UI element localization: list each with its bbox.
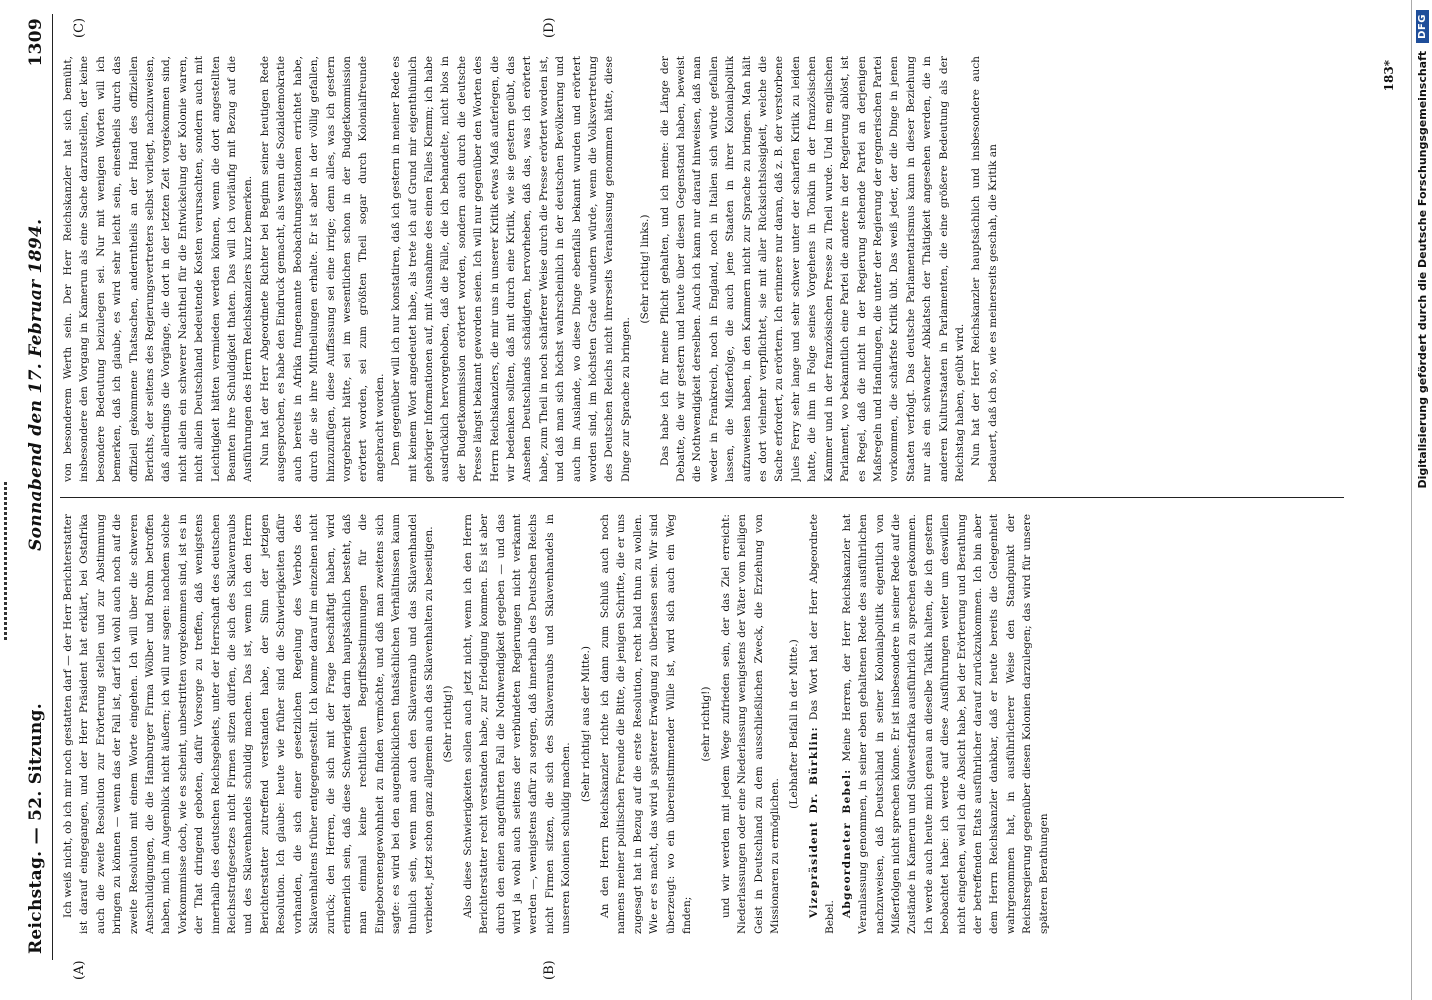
paragraph: Das habe ich für meine Pflicht gehalten, und ich meine: die Länge der Debatte, die wir gestern und heute über diesen Gegenstand haben, beweist die Nothwendigkeit derselben. Auch ich kann nur darauf hinweisen, daß man weder in Frankreich, noch in England, noch in Italien sich würde gefallen lassen, die Mißerfolge, die auch jene Staaten in ihrer Kolonialpolitik aufzuweisen haben, in den Kammern nicht zur Sprache zu bringen. Man hält es dort vielmehr verpflichtet, sie mit aller Rücksichtslosigkeit, welche die Sache erfordert, zu erörtern. Ich erinnere nur daran, daß z. B. der verstorbene Jules Ferry sehr lange und sehr schwer unter der scharfen Kritik zu leiden hatte, die ihm in Folge seines Vorgehens in Tonkin in der französischen Kammer und in der französischen Presse zu Theil wurde. Und im englischen Parlament, wo bekanntlich eine Partei die andere in der Regierung ablöst, ist es Regel, daß die nicht in der Regierung stehende Partei an derjenigen Maßregeln und Handlungen, die unter der Regierung der gegnerischen Partei vorkommen, die schärfste Kritik übt. Das weiß jeder, der die Dinge in jenen Staaten verfolgt. Das deutsche Parlamentarismus kann in dieser Beziehung nur als ein schwacher Abklatsch der Thätigkeit angesehen werden, die in anderen Kulturstaaten in Parlamenten, die eine größere Bedeutung als der Reichstag haben, geübt wird. <box>658 56 966 482</box>
paragraph: Nun hat der Herr Reichskanzler hauptsächlich und insbesondere auch bedauert, daß ich so, wie es meinerseits geschah, die Kritik an <box>970 56 999 482</box>
page-header <box>22 18 50 954</box>
speaker-paragraph <box>839 514 1052 934</box>
header-date: Sonnabend den 17. Februar 1894. <box>26 218 46 551</box>
paragraph: von besonderem Werth sein. Der Herr Reichskanzler hat sich bemüht, insbesondere den Vorgang in Kamerun als eine Sache darzustellen, der keine besondere Bedeutung beizulegen sei. Nur mit wenigen Worten will ich bemerken, daß ich glaube, es wird sehr leicht sein, einestheils durch das offiziell gekommene Thatsachen, anderntheils an der Hand des offiziellen Berichts, der seitens des Regierungsvertreters selbst vorliegt, nachzuweisen, daß allerdings die Vorgänge, die dort in der letzten Zeit vorgekommen sind, nicht allein ein schwerer Nachtheil für die Entwickelung der Kolonie waren, nicht allein Deutschland bedeutende Kosten verursachten, sondern auch mit Leichtigkeit hätten vermieden werden können, wenn die dort angestellten Beamten ihre Schuldigkeit thaten. Das will ich vorläufig mit Bezug auf die Ausführungen des Herrn Reichskanzlers kurz bemerken. <box>62 56 255 482</box>
paragraph: Dem gegenüber will ich nur konstatiren, daß ich gestern in meiner Rede es mit keinem Wort angedeutet habe, als trete ich auf Grund mir eigenthümlich gehöriger Informationen auf, mit Ausnahme des einen Falles Klemm; ich habe ausdrücklich hervorgehoben, daß die Fälle, die ich behandelte, nicht blos in der Budgetkommission erörtert worden, sondern auch durch die deutsche Presse längst bekannt geworden seien. Ich will nur gegenüber den Worten des Herrn Reichskanzlers, die mir uns in unserer Kritik etwas Maß auferlegen, die wir bedenken sollten, daß mit durch eine Kritik, wie sie gestern geübt, das Ansehen Deutschlands schädigten, hervorheben, daß das, was ich erörtert habe, zum Theil in noch schärferer Weise durch die Presse erörtert worden ist, und daß man sich höchst wahrscheinlich in der deutschen Bevölkerung und auch im Auslande, wo diese Dinge ebenfalls bekannt wurden und erörtert worden sind, im höchsten Grade wundern würde, wenn die Volksvertretung des Deutschen Reichs nicht ihrerseits Veranlassung genommen hätte, diese Dinge zur Sprache zu bringen. <box>390 56 632 482</box>
paragraph: Ich weiß nicht, ob ich mir noch gestatten darf — der Herr Berichterstatter ist darauf eingegangen, und der Herr Präsident hat erklärt, bei Ostafrika auch die zweite Resolution zur Erörterung stellen und zur Abstimmung bringen zu können — wenn das der Fall ist, darf ich wohl auch noch auf die zweite Resolution mit einem Worte eingehen. Ich will über die schweren Anschuldigungen, die die Hamburger Firma Wölber und Brohm betroffen haben, mich im Augenblick nicht äußern; ich will nur sagen: nachdem solche Vorkommnisse doch, wie es scheint, unbestritten vorgekommen sind, ist es in der That dringend geboten, dafür Vorsorge zu treffen, daß wenigstens innerhalb des deutschen Reichsgebiets, unter der Herrschaft des deutschen Reichsstrafgesetzes nicht Firmen sitzen dürfen, die sich des Sklavenraubs und des Sklavenhandels schuldig machen. Das ist, wenn ich den Herrn Berichterstatter zutreffend verstanden habe, der Sinn der jetzigen Resolution. Ich glaube: heute wie früher sind die Schwierigkeiten dafür vorhanden, die sich einer gesetzlichen Regelung des Verbots des Sklavenhaltens früher entgegengestellt. Ich komme darauf im einzelnen nicht zurück; den Herren, die sich mit der Frage beschäftigt haben, wird erinnerlich sein, daß diese Schwierigkeit darin hauptsächlich besteht, daß man einmal keine rechtlichen Begriffsbestimmungen für die Eingeborenengewohnheit zu finden vermöchte, und daß man zweitens sich sagte: es wird bei den augenblicklichen thatsächlichen Verhältnissen kaum thunlich sein, wenn man auch den Sklavenraub und das Sklavenhandel verbietet, jetzt schon ganz allgemein auch das Sklavenhalten zu beseitigen. <box>62 514 435 934</box>
header-left: Reichstag. — 52. Sitzung. <box>26 703 46 954</box>
interjection: (Lebhafter Beifall in der Mitte.) <box>788 639 801 809</box>
speaker-name: Vizepräsident Dr. Bürklin: <box>807 726 820 918</box>
interjection: (Sehr richtig!) <box>442 685 455 763</box>
margin-mark-d: (D) <box>542 17 557 38</box>
column-divider <box>60 497 1344 498</box>
left-text-column <box>60 514 1372 934</box>
right-text-column <box>60 56 1372 482</box>
interjection: (Sehr richtig! aus der Mitte.) <box>579 645 592 803</box>
paragraph: An den Herrn Reichskanzler richte ich dann zum Schluß auch noch namens meiner politischen Freunde die Bitte, die jenigen Schritte, die er uns zugesagt hat in Bezug auf die erste Resolution, recht bald thun zu wollen. Wie er es macht, das wird ja späterer Erwägung zu überlassen sein. Wir sind überzeugt: wo ein übereinstimmender Wille ist, wird sich auch ein Weg finden; <box>599 514 694 934</box>
speaker-text: Meine Herren, der Herr Reichskanzler hat Veranlassung genommen, in seiner eben gehaltenen Rede des ausführlichen nachzuweisen, daß Deutschland in seiner Kolonialpolitik eigentlich von Mißerfolgen nicht sprechen könne. Er ist insbesondere in seiner Rede auf die Zustände in Kamerun und Südwestafrika ausführlich zu sprechen gekommen. Ich werde auch heute mich genau an dieselbe Taktik halten, die ich gestern beobachtet habe: ich werde auf diese Ausführungen weiter um deswillen nicht eingehen, weil ich die Absicht habe, bei der Erörterung und Berathung der betreffenden Etats ausführlicher darauf zurückzukommen. Ich bin aber dem Herrn Reichskanzler dankbar, daß er heute bereits die Gelegenheit wahrgenommen hat, in ausführlicherer Weise den Standpunkt der Reichsregierung gegenüber diesen Kolonien darzulegen; das wird für unsere späteren Berathungen <box>840 514 1050 934</box>
page-number: 1309 <box>26 18 46 67</box>
speaker-name: Abgeordneter Bebel: <box>840 768 853 918</box>
interjection: (Sehr richtig! links.) <box>639 214 652 324</box>
interjection: (sehr richtig!) <box>700 686 713 762</box>
digitization-credit-strip <box>1411 0 1432 1000</box>
paragraph: Nun hat der Herr Abgeordnete Richter bei Beginn seiner heutigen Rede ausgesprochen, es habe den Eindruck gemacht, als wenn die Sozialdemokratie auch bereits in Afrika fungenannte Beobachtungsstationen errichtet habe, durch die sie ihre Mittheilungen erhalte. Er ist aber in der völlig gefallen, hinzuzufügen, diese Auffassung sei eine irrige; denn alles, was ich gestern vorgebracht hätte, sei im wesentlichen schon in der Budgetkommission erörtert worden, sei zum größten Theil sogar durch Kolonialfreunde angebracht worden. <box>258 56 386 482</box>
header-rule <box>52 14 53 960</box>
scan-artifact <box>4 480 7 640</box>
digitization-credit-text: Digitalisierung gefördert durch die Deutsche Forschungsgemeinschaft <box>1415 50 1429 489</box>
paragraph: und wir werden mit jedem Wege zufrieden sein, der das Ziel erreicht: Niederlassungen oder eine Niederlassung wenigstens der Väter vom heiligen Geist in Deutschland zu dem ausschließlichen Zweck, die Erziehung von Missionaren zu ermöglichen. <box>719 514 782 934</box>
speaker-paragraph <box>806 514 839 934</box>
margin-mark-b: (B) <box>542 960 557 980</box>
margin-mark-a: (A) <box>72 960 87 980</box>
margin-mark-c: (C) <box>72 17 87 38</box>
dfg-logo-icon: DFG <box>1416 10 1429 43</box>
signature-mark: 183* <box>1382 60 1396 92</box>
speaker-text: Das Wort hat der Herr Abgeordnete Bebel. <box>807 514 837 934</box>
paragraph: Also diese Schwierigkeiten sollen auch jetzt nicht, wenn ich den Herrn Berichterstatter recht verstanden habe, zur Erledigung kommen. Es ist aber durch den einen angeführten Fall die Nothwendigkeit gegeben — und das wird ja wohl auch seitens der verbündeten Regierungen nicht verkannt werden —, wenigstens dafür zu sorgen, daß innerhalb des Deutschen Reichs nicht Firmen sitzen, die sich des Sklavenraubs und Sklavenhandels in unseren Kolonien schuldig machen. <box>461 514 573 934</box>
